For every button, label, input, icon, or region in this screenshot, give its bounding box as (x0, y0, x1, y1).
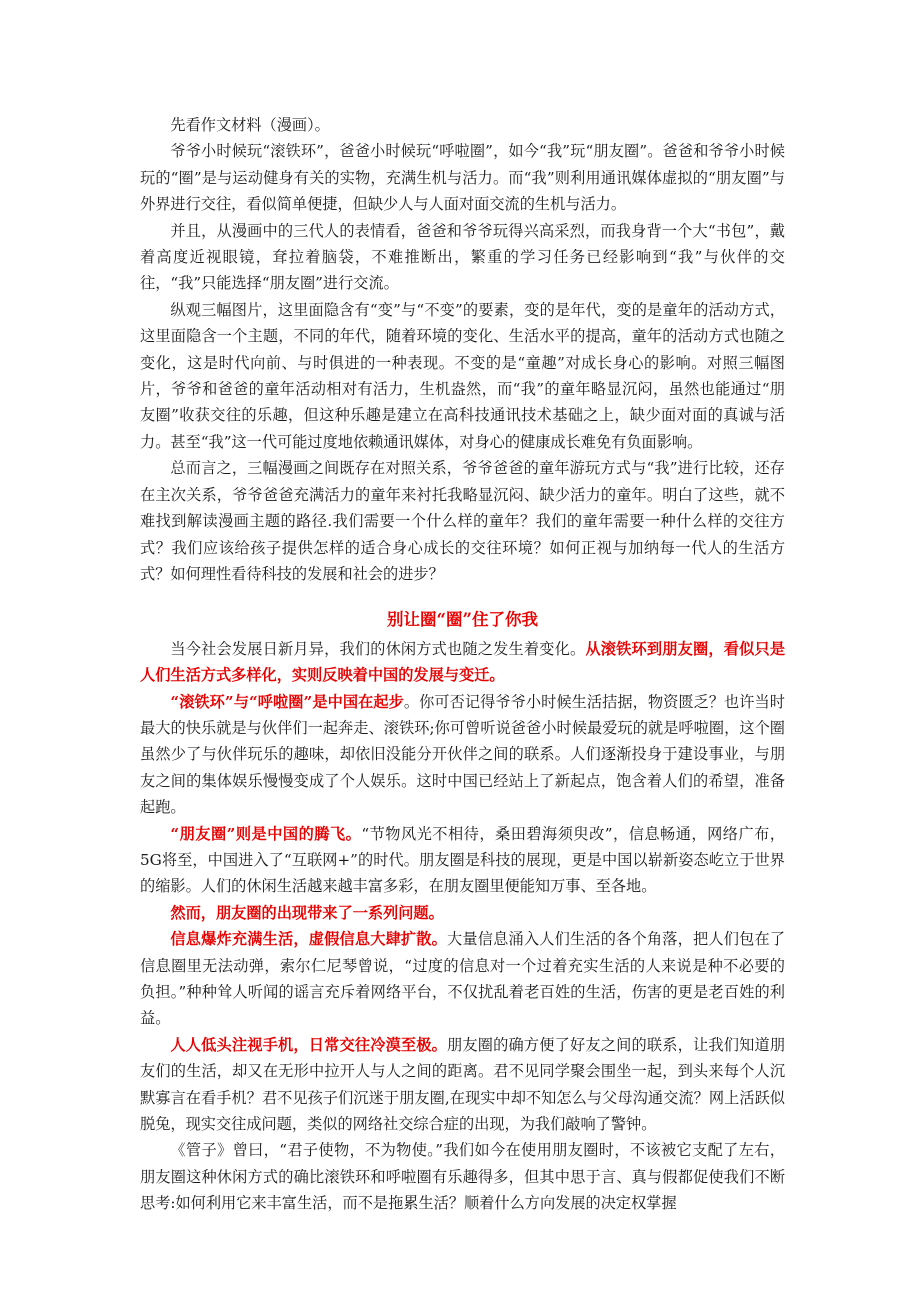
essay-p6-highlight: 人人低头注视手机，日常交往冷漠至极。 (170, 1035, 448, 1054)
intro-paragraph-4: 纵观三幅图片，这里面隐含有“变”与“不变”的要素，变的是年代，变的是童年的活动方式，这里面隐含一个主题，不同的年代，随着环境的变化、生活水平的提高，童年的活动方式也随之变化，这是时代向前、与时俱进的一种表现。不变的是“童趣”对成长身心的影响。对照三幅图片，爷爷和爸爸的童年活动相对有活力，生机盎然，而“我”的童年略显沉闷，虽然也能通过“朋友圈”收获交往的乐趣，但这种乐趣是建立在高科技通讯技术基础之上，缺少面对面的真诚与活力。甚至“我”这一代可能过度地依赖通讯媒体，对身心的健康成长难免有负面影响。 (140, 300, 785, 451)
essay-p5-highlight: 信息爆炸充满生活，虚假信息大肆扩散。 (170, 930, 448, 949)
essay-p2-text: 。你可否记得爷爷小时候生活拮据，物资匮乏？也许当时最大的快乐就是与伙伴们一起奔走、滚铁环;你可曾听说爸爸小时候最爱玩的就是呼啦圈，这个圈虽然少了与伙伴玩乐的趣味，却依旧没能分开伙伴之间的联系。人们逐渐投身于建设事业，与朋友之间的集体娱乐慢慢变成了个人娱乐。这时中国已经站上了新起点，饱含着人们的希望，准备起跑。 (140, 692, 785, 817)
essay-p5-text: 大量信息涌入人们生活的各个角落，把人们包在了信息圈里无法动弹，索尔仁尼琴曾说，“过度的信息对一个过着充实生活的人来说是种不必要的负担。”种种耸人听闻的谣言充斥着网络平台，不仅扰乱着老百姓的生活，伤害的更是老百姓的利益。 (140, 930, 786, 1028)
essay-paragraph-7: 《管子》曾曰，“君子使物，不为物使。”我们如今在使用朋友圈时，不该被它支配了左右，朋友圈这种休闲方式的确比滚铁环和呼啦圈有乐趣得多，但其中思于言、真与假都促使我们不断思考:如何利用它来丰富生活，而不是拖累生活？顺着什么方向发展的决定权掌握 (140, 1141, 785, 1213)
essay-p6-text: 朋友圈的确方便了好友之间的联系，让我们知道朋友们的生活，却又在无形中拉开人与人之间的距离。君不见同学聚会围坐一起，到头来每个人沉默寡言在看手机？君不见孩子们沉迷于朋友圈,在现实中却不知怎么与父母沟通交流？网上活跃似脱兔，现实交往成问题，类似的网络社交综合症的出现，为我们敲响了警钟。 (140, 1035, 786, 1134)
essay-title: 别让圈“圈”住了你我 (387, 610, 538, 630)
essay-paragraph-2 (140, 689, 785, 821)
essay-p3-text: “节物风光不相待，桑田碧海须臾改”，信息畅通，网络广布，5G将至，中国进入了“互联网+”的时代。朋友圈是科技的展现，更是中国以崭新姿态屹立于世界的缩影。人们的休闲生活越来越丰富多彩，在朋友圈里便能知万事、至各地。 (140, 824, 785, 896)
intro-paragraph-1: 先看作文材料（漫画）。 (170, 116, 330, 134)
essay-paragraph-4 (140, 900, 785, 926)
intro-paragraph-3: 并且，从漫画中的三代人的表情看，爸爸和爷爷玩得兴高采烈，而我身背一个大“书包”，戴着高度近视眼镜，耷拉着脑袋，不难推断出，繁重的学习任务已经影响到“我”与伙伴的交往，“我”只能选择“朋友圈”进行交流。 (140, 221, 785, 293)
intro-paragraph-2: 爷爷小时候玩“滚铁环”，爸爸小时候玩“呼啦圈”，如今“我”玩“朋友圈”。爸爸和爷爷小时候玩的“圈”是与运动健身有关的实物，充满生机与活力。而“我”则利用通讯媒体虚拟的“朋友圈”与外界进行交往，看似简单便捷，但缺少人与人面对面交流的生机与活力。 (140, 142, 785, 214)
essay-p1-highlight: 从滚铁环到朋友圈，看似只是人们生活方式多样化，实则反映着中国的发展与变迁。 (140, 639, 786, 685)
essay-p1-text: 当今社会发展日新月异，我们的休闲方式也随之发生着变化。 (170, 639, 586, 658)
essay-p3-highlight: “朋友圈”则是中国的腾飞。 (170, 824, 362, 843)
essay-paragraph-5 (140, 926, 785, 1032)
intro-paragraph-5: 总而言之，三幅漫画之间既存在对照关系，爷爷爸爸的童年游玩方式与“我”进行比较，还存在主次关系，爷爷爸爸充满活力的童年来衬托我略显沉闷、缺少活力的童年。明白了这些，就不难找到解读漫画主题的路径.我们需要一个什么样的童年？我们的童年需要一种什么样的交往方式？我们应该给孩子提供怎样的适合身心成长的交往环境？如何正视与加纳每一代人的生活方式？如何理性看待科技的发展和社会的进步？ (140, 459, 785, 583)
essay-paragraph-1 (140, 636, 785, 689)
document-body (140, 112, 785, 1217)
essay-p2-highlight: “滚铁环”与“呼啦圈”是中国在起步 (170, 692, 404, 711)
essay-paragraph-6 (140, 1032, 785, 1138)
essay-paragraph-3 (140, 821, 785, 900)
essay-p4-highlight: 然而，朋友圈的出现带来了一系列问题。 (170, 903, 444, 922)
